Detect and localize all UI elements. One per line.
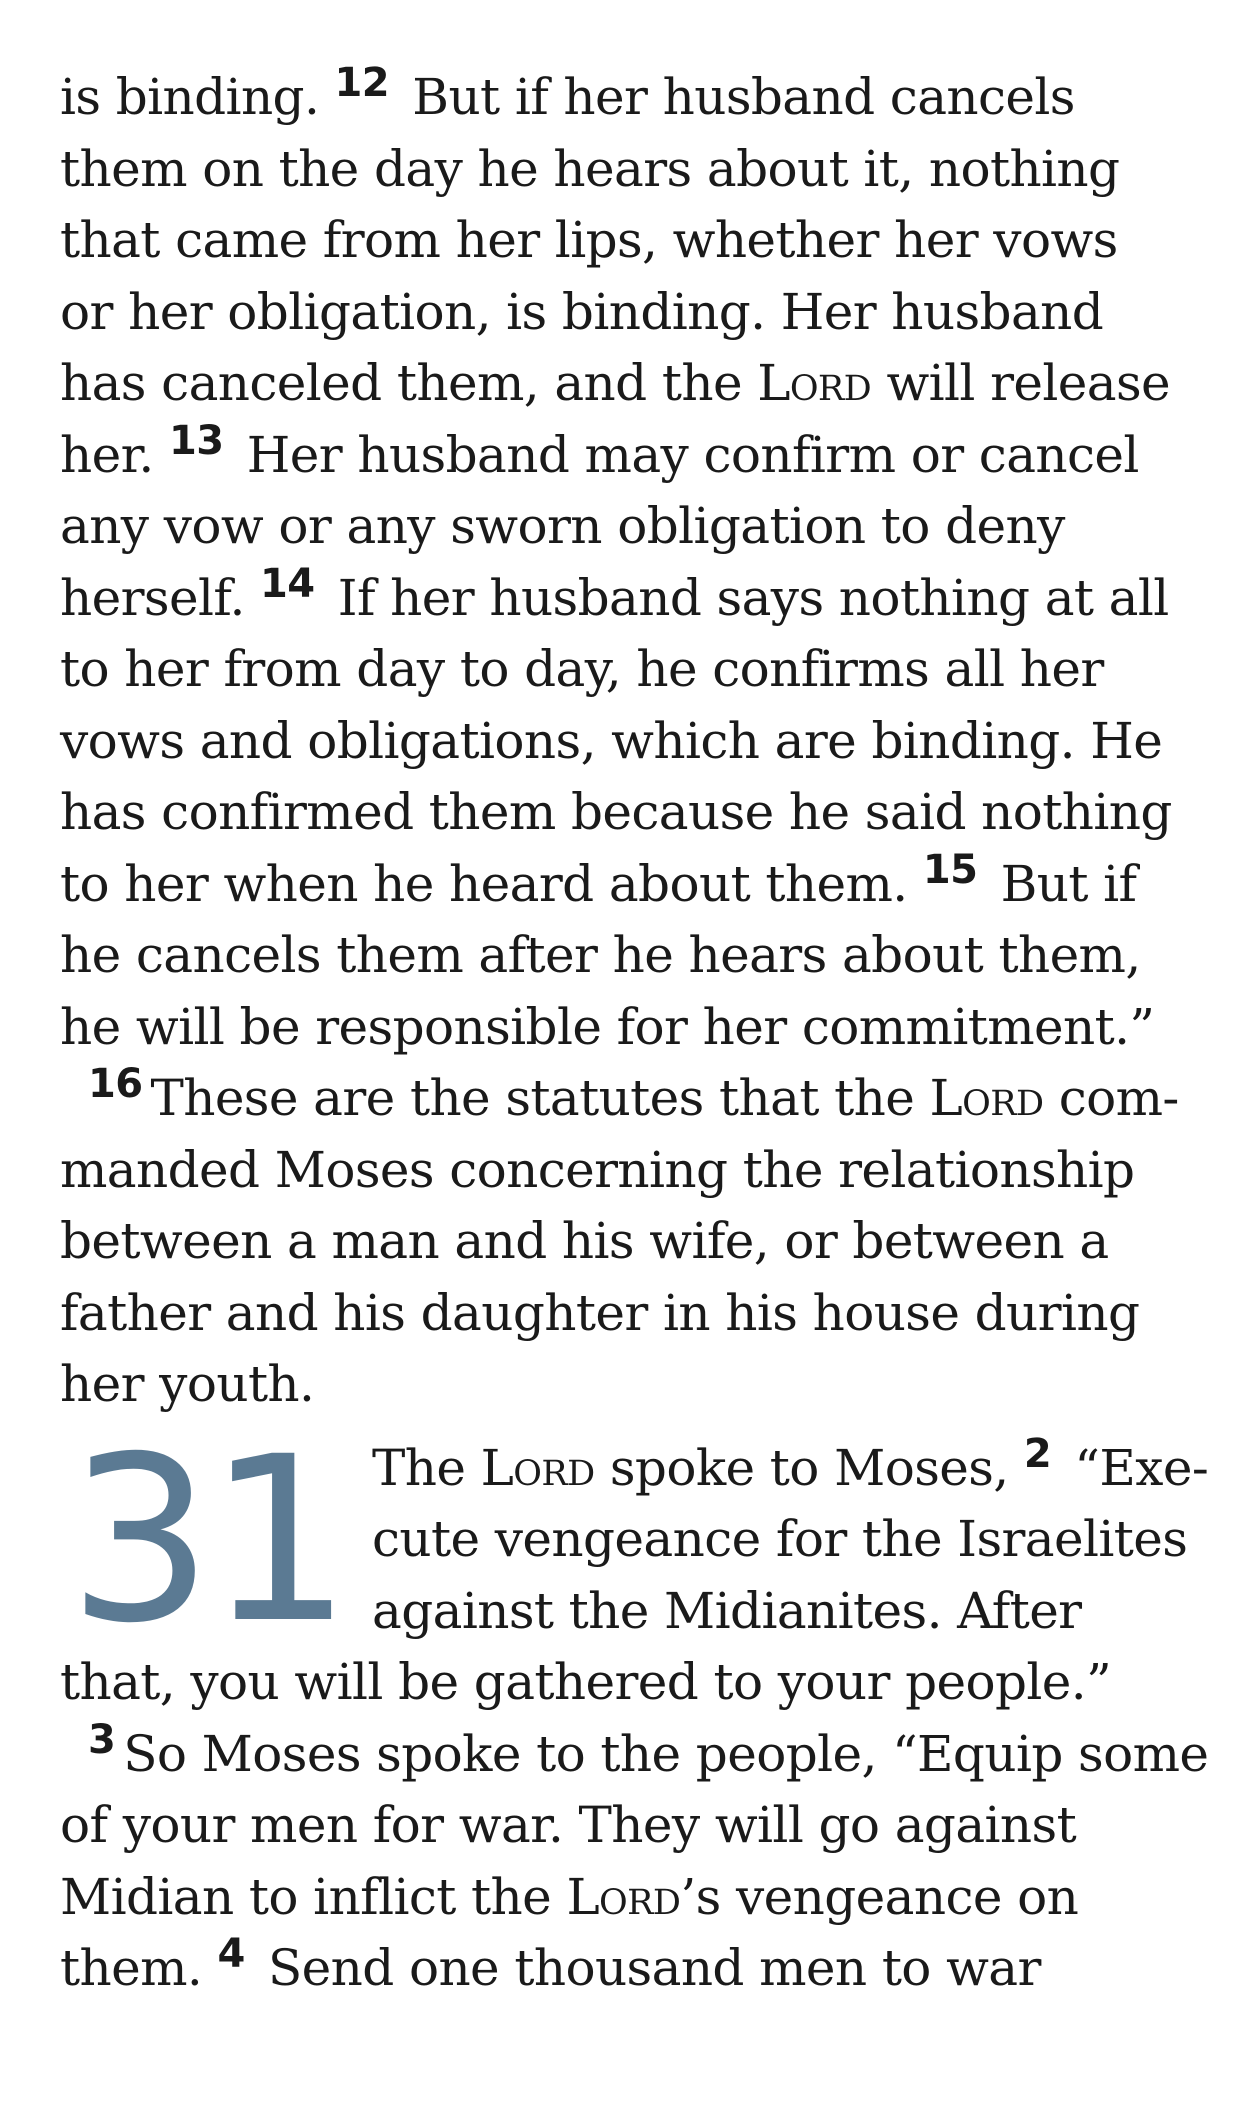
divine-name-smallcaps: Lord xyxy=(480,1438,595,1497)
text-line xyxy=(60,62,1200,134)
text-line xyxy=(60,417,1200,492)
verse-number: 4 xyxy=(217,1931,245,1977)
verse-number: 16 xyxy=(88,1061,143,1107)
scripture-text-column xyxy=(60,60,1209,2005)
text-line: vows and obligations, which are binding. He xyxy=(60,711,1163,770)
verse-number: 13 xyxy=(169,417,224,464)
text-line xyxy=(60,846,1200,921)
text-span: will release xyxy=(871,354,1171,412)
divine-name-smallcaps: Lord xyxy=(757,354,872,412)
text-span: com- xyxy=(1043,1069,1179,1127)
text-line: any vow or any sworn obligation to deny xyxy=(60,497,1065,555)
text-span: “Exe- xyxy=(1059,1438,1209,1497)
text-span: But if her husband cancels xyxy=(397,68,1075,126)
text-line xyxy=(60,1716,1209,1791)
divine-name-smallcaps: Lord xyxy=(929,1069,1044,1127)
verse-number: 15 xyxy=(922,846,978,893)
text-line: them on the day he hears about it, nothing xyxy=(60,139,1120,198)
text-line: or her obligation, is binding. Her husband xyxy=(60,282,1104,341)
divine-name-smallcaps: Lord xyxy=(566,1867,681,1926)
text-line: to her from day to day, he confirms all her xyxy=(60,640,1104,698)
text-span: her. xyxy=(60,425,169,484)
text-line: of your men for war. They will go against xyxy=(60,1796,1077,1854)
chapter-start xyxy=(60,1406,1209,1673)
text-span: herself. xyxy=(60,568,261,627)
text-span: has canceled them, and the xyxy=(60,354,758,412)
text-span: them. xyxy=(60,1939,218,1997)
text-span: Send one thousand men to war xyxy=(252,1939,1041,1997)
verse-number: 2 xyxy=(1023,1430,1052,1477)
text-line: that, you will be gathered to your people.” xyxy=(60,1653,1112,1711)
text-line xyxy=(60,348,1200,420)
text-line xyxy=(60,1933,1200,2005)
text-span: But if xyxy=(985,854,1137,913)
text-line: has confirmed them because he said nothing xyxy=(60,783,1172,841)
verse-number: 3 xyxy=(88,1716,116,1763)
text-span: to her when he heard about them. xyxy=(60,854,923,913)
text-line xyxy=(60,560,1200,635)
text-line: her youth. xyxy=(60,1355,315,1413)
text-line: that came from her lips, whether her vows xyxy=(60,211,1118,269)
text-span: ’s vengeance on xyxy=(680,1867,1079,1926)
verse-number: 12 xyxy=(334,60,390,106)
text-span: Her husband may confirm or cancel xyxy=(231,425,1139,484)
text-line: he will be responsible for her commitment.” xyxy=(60,997,1155,1056)
text-line: against the Midianites. After xyxy=(372,1581,1082,1640)
chapter-number-dropcap: 31 xyxy=(68,1406,347,1673)
text-line: between a man and his wife, or between a xyxy=(60,1212,1109,1270)
text-span: spoke to Moses, xyxy=(594,1438,1024,1497)
text-line xyxy=(60,1063,1200,1135)
text-span: So Moses spoke to the people, “Equip some xyxy=(123,1724,1209,1783)
verse-number: 14 xyxy=(260,560,315,607)
text-span: Midian to inflict the xyxy=(60,1867,567,1926)
text-line: father and his daughter in his house during xyxy=(60,1283,1140,1342)
text-line xyxy=(60,1862,1200,1934)
text-line: manded Moses concerning the relationship xyxy=(60,1140,1135,1199)
text-span: If her husband says nothing at all xyxy=(322,568,1169,627)
text-line: he cancels them after he hears about them, xyxy=(60,926,1141,984)
text-span: These are the statutes that the xyxy=(150,1069,930,1127)
text-span: The xyxy=(372,1438,481,1497)
text-span: is binding. xyxy=(60,68,335,126)
text-line: cute vengeance for the Israelites xyxy=(372,1510,1188,1568)
